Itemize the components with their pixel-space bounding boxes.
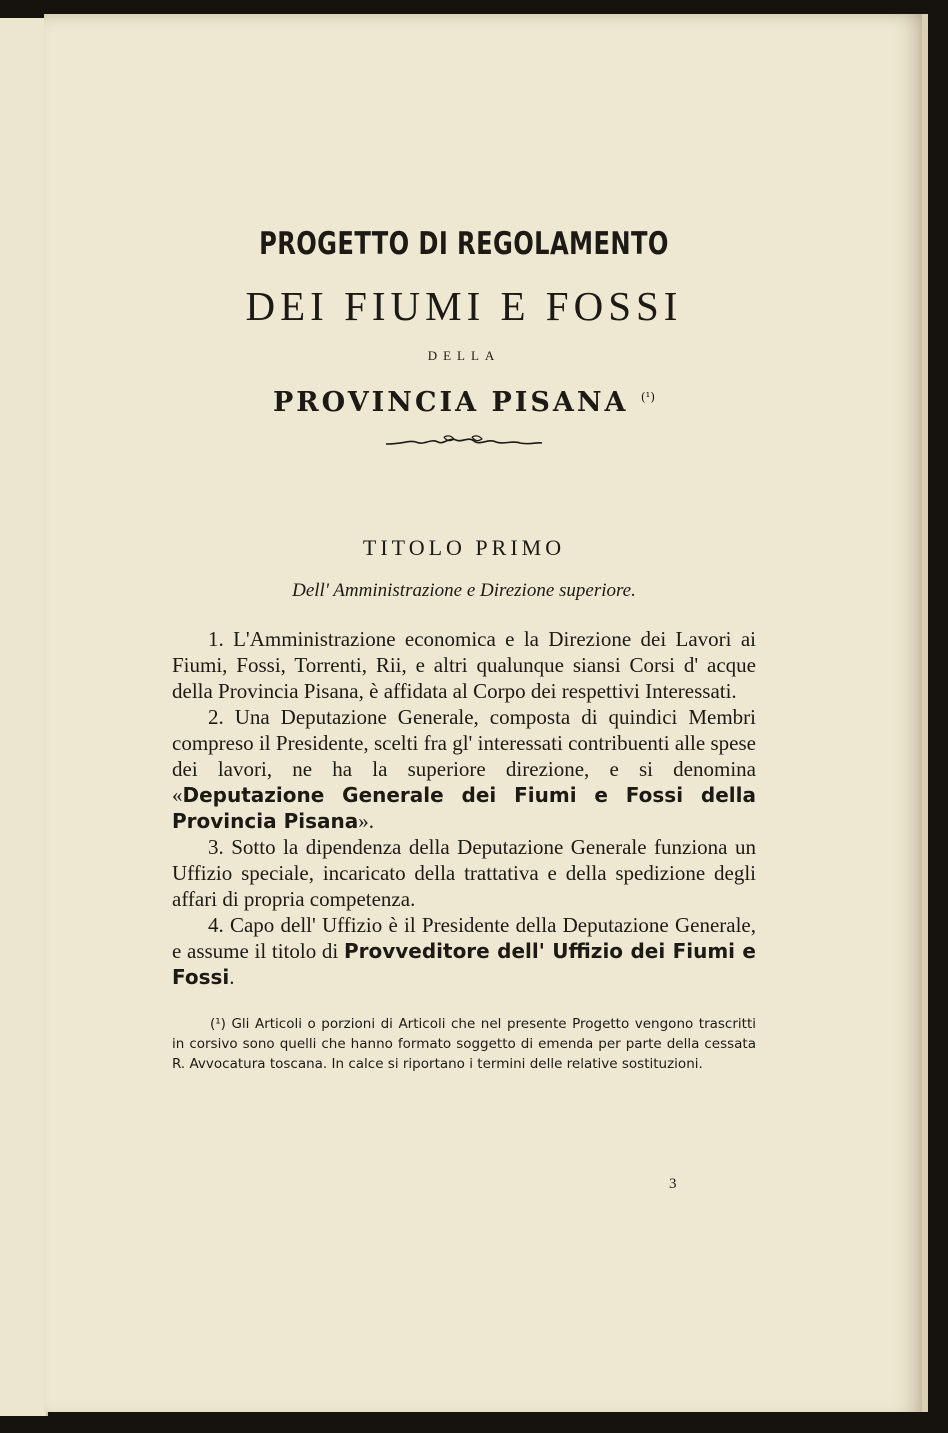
- article-4: [172, 912, 756, 990]
- article-4-end: .: [229, 965, 235, 989]
- article-1: 1. L'Amministrazione economica e la Direzione dei Lavori ai Fiumi, Fossi, Torrenti, Rii, e altri qualunque siansi Corsi d' acque della Provincia Pisana, è affidata al Corpo dei respettivi Interessati.: [172, 627, 756, 703]
- section-subtitle: Dell' Amministrazione e Direzione superiore.: [292, 580, 636, 601]
- left-page-edge: [0, 18, 48, 1416]
- title-line-3: DELLA: [427, 348, 501, 363]
- book-page: [44, 14, 928, 1412]
- title-line-1: PROGETTO DI REGOLAMENTO: [259, 226, 669, 262]
- footnote: (¹) Gli Articoli o porzioni di Articoli che nel presente Progetto vengono trascritti in corsivo sono quelli che hanno formato soggetto di emenda per parte della cessata R. Avvocatura toscana. In calce si riportano i termini delle relative sostituzioni.: [172, 1016, 756, 1072]
- article-2: [172, 704, 756, 834]
- footnote-reference: (¹): [640, 390, 656, 404]
- title-line-4: [172, 380, 756, 420]
- article-4-text: 4. Capo dell' Uffizio è il Presidente della Deputazione Generale, e assume il titolo di: [172, 913, 756, 963]
- section-title: TITOLO PRIMO: [362, 535, 566, 560]
- article-3: 3. Sotto la dipendenza della Deputazione Generale funziona un Uffizio speciale, incaricato della trattativa e della spedizione degli affari di propria competenza.: [172, 835, 756, 911]
- ornament-divider-icon: [384, 434, 544, 448]
- page-content: [172, 224, 756, 1074]
- article-2-text: 2. Una Deputazione Generale, composta di quindici Membri compreso il Presidente, scelti fra gl' interessati contribuenti alle spese dei lavori, ne ha la superiore direzione, e si denomina «: [172, 705, 756, 807]
- article-4-bold-name: Provveditore dell' Uffizio dei Fiumi e Fossi: [172, 939, 756, 989]
- title-province: PROVINCIA PISANA: [272, 387, 629, 418]
- page-number: 3: [669, 1176, 677, 1192]
- title-line-2: DEI FIUMI E FOSSI: [245, 283, 683, 329]
- article-2-end: ».: [358, 809, 374, 833]
- article-2-bold-name: Deputazione Generale dei Fiumi e Fossi della Provincia Pisana: [172, 783, 756, 833]
